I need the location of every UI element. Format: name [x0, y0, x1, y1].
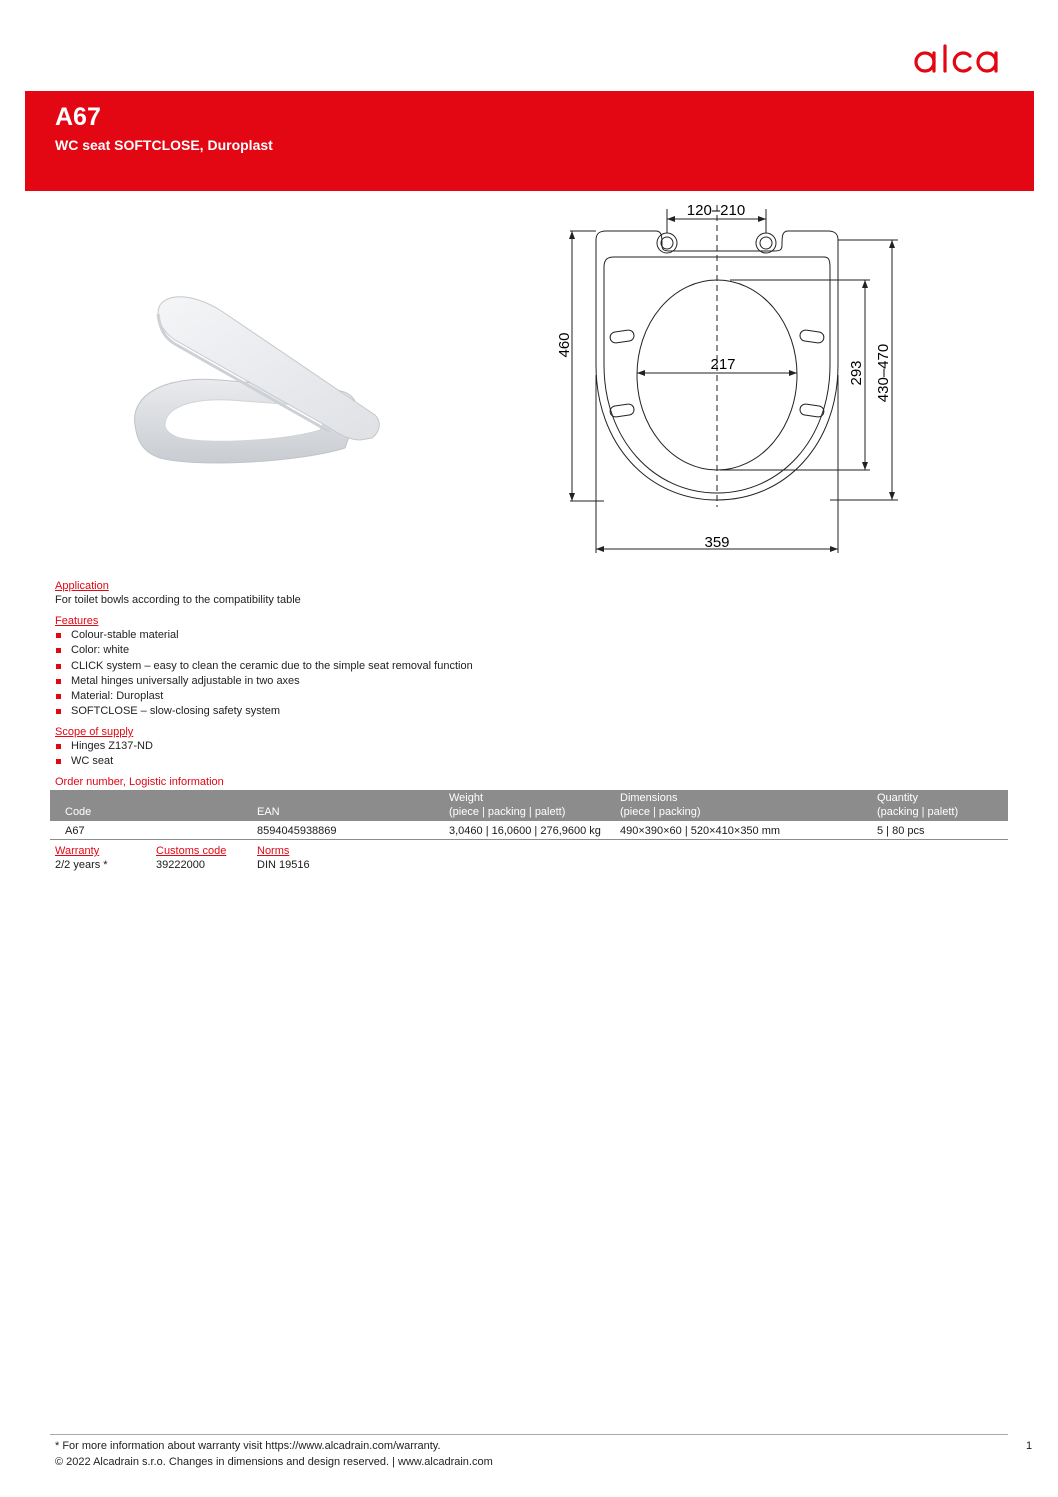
col-dimensions-sub: (piece | packing) — [620, 806, 701, 818]
cell-weight: 3,0460 | 16,0600 | 276,9600 kg — [449, 825, 601, 837]
features-list — [55, 628, 473, 720]
list-item: WC seat — [55, 754, 153, 769]
list-item: Hinges Z137-ND — [55, 739, 153, 754]
features-section — [55, 615, 473, 720]
product-subtitle: WC seat SOFTCLOSE, Duroplast — [55, 137, 273, 153]
norms-label: Norms — [257, 845, 290, 857]
cell-code: A67 — [65, 825, 85, 837]
list-item: SOFTCLOSE – slow-closing safety system — [55, 704, 473, 719]
product-photo — [120, 280, 400, 480]
order-heading: Order number, Logistic information — [55, 776, 1008, 791]
bullet-icon — [56, 694, 61, 699]
bullet-icon — [56, 664, 61, 669]
alca-logo-icon — [912, 40, 1012, 76]
norms-value: DIN 19516 — [257, 859, 310, 871]
scope-heading: Scope of supply — [55, 726, 134, 738]
dim-inner-length: 293 — [848, 360, 865, 386]
scope-list — [55, 739, 153, 770]
bullet-icon — [56, 709, 61, 714]
warranty-value: 2/2 years * — [55, 859, 108, 871]
list-item: CLICK system – easy to clean the ceramic due to the simple seat removal function — [55, 659, 473, 674]
product-code: A67 — [55, 103, 101, 131]
list-item: Metal hinges universally adjustable in two axes — [55, 674, 473, 689]
warranty-block — [55, 844, 108, 873]
scope-section — [55, 726, 153, 770]
col-weight: Weight — [449, 792, 484, 804]
footer-warranty-note: * For more information about warranty visit https://www.alcadrain.com/warranty. — [55, 1440, 441, 1452]
customs-block — [156, 844, 226, 873]
bullet-icon — [56, 633, 61, 638]
cell-dimensions: 490×390×60 | 520×410×350 mm — [620, 825, 781, 837]
technical-drawing — [540, 195, 920, 560]
col-dimensions: Dimensions — [620, 792, 678, 804]
cell-quantity: 5 | 80 pcs — [877, 825, 925, 837]
cell-ean: 8594045938869 — [257, 825, 337, 837]
dim-hinge-spacing: 120–210 — [686, 202, 746, 219]
page-number: 1 — [1026, 1440, 1033, 1452]
list-item: Color: white — [55, 643, 473, 658]
bullet-icon — [56, 744, 61, 749]
col-ean: EAN — [257, 806, 280, 818]
brand-logo — [912, 40, 1012, 76]
bullet-icon — [56, 679, 61, 684]
col-weight-sub: (piece | packing | palett) — [449, 806, 566, 818]
list-item: Material: Duroplast — [55, 689, 473, 704]
dim-inner-width: 217 — [710, 356, 736, 373]
bullet-icon — [56, 759, 61, 764]
col-quantity: Quantity — [877, 792, 918, 804]
footer-copyright: © 2022 Alcadrain s.r.o. Changes in dimensions and design reserved. | www.alcadrain.com — [55, 1456, 493, 1468]
dim-width: 359 — [704, 534, 730, 551]
dim-range: 430–470 — [875, 343, 892, 403]
col-quantity-sub: (packing | palett) — [877, 806, 959, 818]
dim-length: 460 — [556, 332, 573, 358]
title-banner — [25, 91, 1034, 191]
table-header — [50, 790, 1008, 821]
bullet-icon — [56, 648, 61, 653]
norms-block — [257, 844, 310, 873]
customs-label: Customs code — [156, 845, 227, 857]
table-row — [50, 822, 1008, 840]
application-text: For toilet bowls according to the compatibility table — [55, 594, 301, 606]
col-code: Code — [65, 806, 92, 818]
application-heading: Application — [55, 580, 109, 592]
list-item: Colour-stable material — [55, 628, 473, 643]
application-section — [55, 580, 301, 606]
customs-value: 39222000 — [156, 859, 205, 871]
footer-divider — [50, 1434, 1008, 1435]
warranty-label: Warranty — [55, 845, 100, 857]
features-heading: Features — [55, 615, 99, 627]
